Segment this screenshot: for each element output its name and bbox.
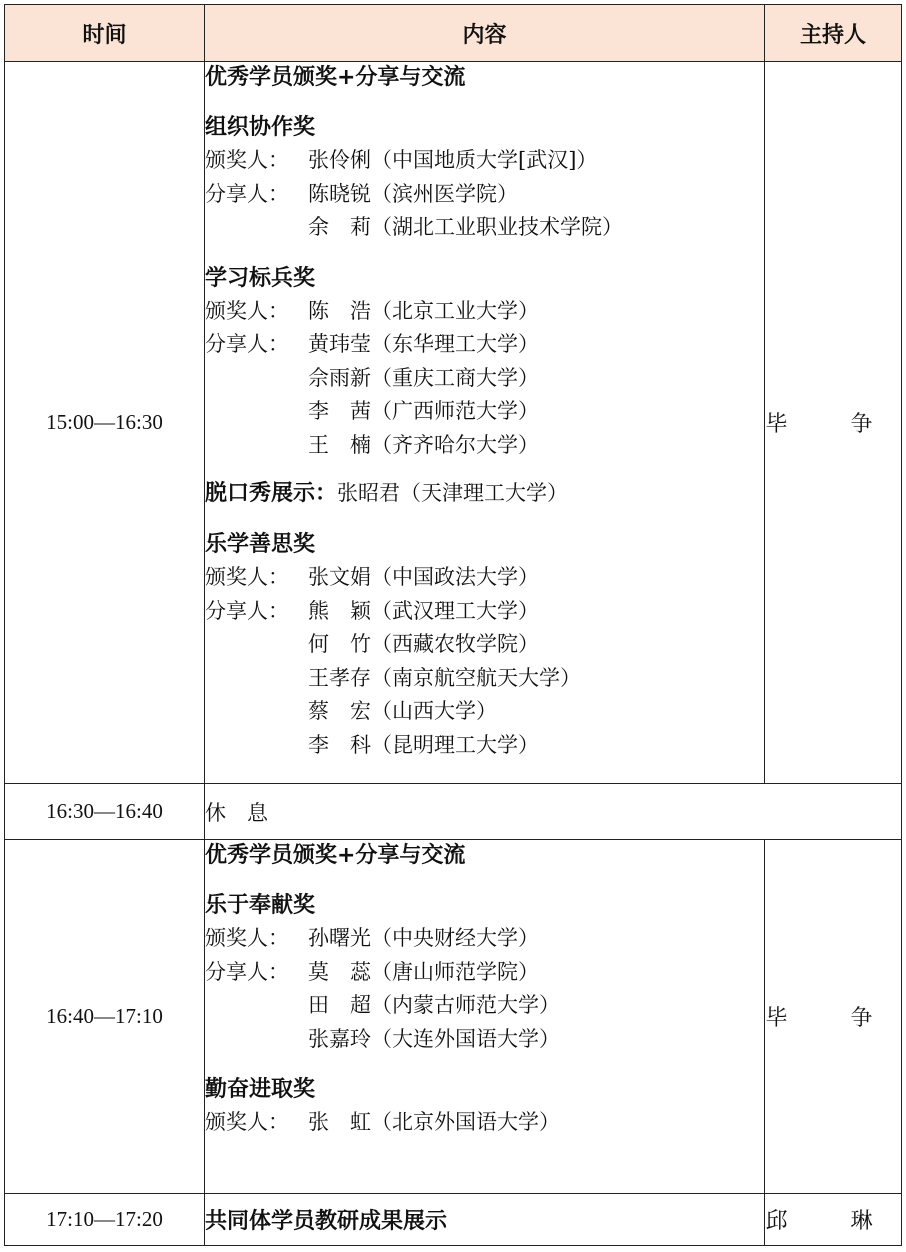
- sharer-label: 分享人：: [205, 332, 289, 356]
- sharer-name: 熊 颖（武汉理工大学）: [308, 598, 539, 623]
- sharer-name: 李 茜（广西师范大学）: [308, 399, 539, 423]
- presenter-line: [205, 561, 764, 595]
- talk-label: 脱口秀展示：: [205, 481, 338, 506]
- sharer-line: [205, 729, 764, 763]
- sharer-line: [205, 956, 764, 990]
- sharer-line: [205, 595, 764, 629]
- time-cell: 17:10—17:20: [5, 1194, 205, 1246]
- award-block: [205, 112, 764, 245]
- presenter-name: 陈 浩（北京工业大学）: [308, 298, 539, 323]
- content-cell: [205, 840, 765, 1194]
- sharer-label: 分享人：: [205, 598, 289, 623]
- time-cell: 15:00—16:30: [5, 62, 205, 784]
- content-cell: 休 息: [205, 784, 902, 840]
- sharer-line: [205, 362, 764, 396]
- presenter-line: [205, 144, 764, 178]
- session-title: 优秀学员颁奖+分享与交流: [205, 65, 466, 90]
- award-name: 乐于奉献奖: [205, 893, 316, 918]
- sharer-name: 李 科（昆明理工大学）: [308, 732, 539, 757]
- award-name: 组织协作奖: [205, 115, 316, 140]
- sharer-line: [205, 328, 764, 362]
- sharer-line: [205, 211, 764, 245]
- sharer-name: 田 超（内蒙古师范大学）: [308, 993, 560, 1017]
- sharer-name: 王孝存（南京航空航天大学）: [308, 665, 581, 690]
- header-host: 主持人: [765, 5, 902, 62]
- sharer-line: [205, 989, 764, 1023]
- award-block: [205, 529, 764, 762]
- content-cell: 共同体学员教研成果展示: [205, 1194, 765, 1246]
- presenter-name: 张文娟（中国政法大学）: [308, 565, 539, 589]
- award-block: [205, 890, 764, 1056]
- sharer-name: 黄玮莹（东华理工大学）: [308, 332, 539, 356]
- sharer-name: 佘雨新（重庆工商大学）: [308, 365, 539, 390]
- award-block: [205, 263, 764, 463]
- table-row: [5, 62, 902, 784]
- award-name: 学习标兵奖: [205, 265, 316, 291]
- host-cell: 毕 争: [765, 62, 902, 784]
- time-cell: 16:30—16:40: [5, 784, 205, 840]
- award-name: 勤奋进取奖: [205, 1077, 316, 1102]
- table-row: [5, 1194, 902, 1246]
- presenter-line: [205, 1106, 764, 1140]
- sharer-label: 分享人：: [205, 181, 289, 206]
- sharer-line: [205, 1023, 764, 1057]
- sharer-line: [205, 628, 764, 662]
- sharer-name: 蔡 宏（山西大学）: [308, 699, 497, 723]
- talk-line: [205, 476, 764, 511]
- sharer-name: 余 莉（湖北工业职业技术学院）: [308, 215, 623, 239]
- sharer-name: 陈晓锐（滨州医学院）: [308, 181, 518, 206]
- presenter-label: 颁奖人：: [205, 926, 289, 950]
- table-row: [5, 840, 902, 1194]
- sharer-name: 王 楠（齐齐哈尔大学）: [308, 432, 539, 457]
- presenter-line: [205, 922, 764, 956]
- header-time: 时间: [5, 5, 205, 62]
- sharer-line: [205, 662, 764, 696]
- content-cell: [205, 62, 765, 784]
- presenter-line: [205, 295, 764, 329]
- sharer-name: 何 竹（西藏农牧学院）: [308, 632, 539, 656]
- presenter-label: 颁奖人：: [205, 1110, 289, 1134]
- agenda-table: [4, 4, 902, 1246]
- award-name: 乐学善思奖: [205, 532, 316, 557]
- sharer-name: 张嘉玲（大连外国语大学）: [308, 1026, 560, 1051]
- talk-person: 张昭君（天津理工大学）: [337, 481, 569, 505]
- table-row: [5, 784, 902, 840]
- award-block: [205, 1074, 764, 1140]
- time-cell: 16:40—17:10: [5, 840, 205, 1194]
- sharer-line: [205, 395, 764, 429]
- presenter-name: 张 虹（北京外国语大学）: [308, 1110, 560, 1134]
- presenter-label: 颁奖人：: [205, 565, 289, 589]
- header-row: [5, 5, 902, 62]
- host-cell: 毕 争: [765, 840, 902, 1194]
- host-cell: 邱 琳: [765, 1194, 902, 1246]
- presenter-label: 颁奖人：: [205, 298, 289, 323]
- presenter-name: 孙曙光（中央财经大学）: [308, 926, 539, 950]
- presenter-name: 张伶俐（中国地质大学[武汉]）: [308, 148, 598, 172]
- session-title: 优秀学员颁奖+分享与交流: [205, 843, 466, 868]
- sharer-line: [205, 695, 764, 729]
- presenter-label: 颁奖人：: [205, 148, 289, 172]
- sharer-label: 分享人：: [205, 959, 289, 984]
- sharer-line: [205, 178, 764, 212]
- sharer-line: [205, 429, 764, 463]
- header-content: 内容: [205, 5, 765, 62]
- sharer-name: 莫 蕊（唐山师范学院）: [308, 959, 539, 984]
